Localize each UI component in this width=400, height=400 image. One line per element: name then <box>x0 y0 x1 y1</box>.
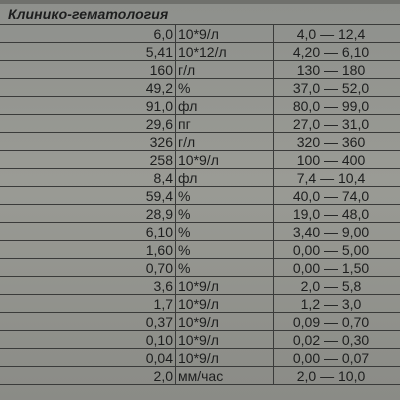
table-row <box>0 313 400 331</box>
reference-range: 4,20 — 6,10 <box>292 44 370 60</box>
reference-range: 0,00 — 0,07 <box>292 350 370 366</box>
result-unit: 10*9/л <box>176 313 274 330</box>
result-value: 0,37 <box>0 313 176 330</box>
result-unit: 10*9/л <box>176 277 274 294</box>
result-unit: 10*12/л <box>176 43 274 60</box>
table-row <box>0 331 400 349</box>
reference-range: 320 — 360 <box>296 134 366 150</box>
result-value: 326 <box>0 133 176 150</box>
table-row <box>0 151 400 169</box>
table-row <box>0 241 400 259</box>
reference-range: 4,0 — 12,4 <box>296 26 366 42</box>
result-value: 28,9 <box>0 205 176 222</box>
reference-range: 0,00 — 1,50 <box>292 260 370 276</box>
reference-range: 2,0 — 5,8 <box>300 278 362 294</box>
result-value: 59,4 <box>0 187 176 204</box>
result-unit: 10*9/л <box>176 295 274 312</box>
reference-range: 27,0 — 31,0 <box>292 116 370 132</box>
result-value: 91,0 <box>0 97 176 114</box>
result-unit: % <box>176 241 274 258</box>
reference-range: 80,0 — 99,0 <box>292 98 370 114</box>
result-value: 2,0 <box>0 367 176 384</box>
table-row <box>0 259 400 277</box>
table-row <box>0 133 400 151</box>
result-value: 6,0 <box>0 25 176 42</box>
reference-range: 3,40 — 9,00 <box>292 224 370 240</box>
result-value: 0,10 <box>0 331 176 348</box>
reference-range: 0,00 — 5,00 <box>292 242 370 258</box>
result-value: 49,2 <box>0 79 176 96</box>
result-value: 0,70 <box>0 259 176 276</box>
table-row <box>0 223 400 241</box>
table-row <box>0 205 400 223</box>
result-unit: 10*9/л <box>176 151 274 168</box>
reference-range: 1,2 — 3,0 <box>300 296 362 312</box>
reference-range: 2,0 — 10,0 <box>296 368 366 384</box>
result-value: 1,7 <box>0 295 176 312</box>
result-value: 29,6 <box>0 115 176 132</box>
reference-range: 130 — 180 <box>296 62 366 78</box>
section-title: Клинико-гематология <box>8 6 169 22</box>
result-unit: % <box>176 187 274 204</box>
reference-range: 0,09 — 0,70 <box>292 314 370 330</box>
result-unit: % <box>176 205 274 222</box>
result-unit: г/л <box>176 133 274 150</box>
reference-range: 40,0 — 74,0 <box>292 188 370 204</box>
table-row <box>0 43 400 61</box>
result-unit: фл <box>176 169 274 186</box>
result-unit: % <box>176 259 274 276</box>
table-row <box>0 97 400 115</box>
result-unit: 10*9/л <box>176 331 274 348</box>
table-row <box>0 367 400 385</box>
results-table <box>0 24 400 385</box>
table-row <box>0 187 400 205</box>
reference-range: 37,0 — 52,0 <box>292 80 370 96</box>
result-unit: % <box>176 223 274 240</box>
table-row <box>0 169 400 187</box>
result-value: 3,6 <box>0 277 176 294</box>
result-unit: г/л <box>176 61 274 78</box>
result-value: 6,10 <box>0 223 176 240</box>
result-unit: пг <box>176 115 274 132</box>
table-row <box>0 115 400 133</box>
result-value: 1,60 <box>0 241 176 258</box>
result-value: 258 <box>0 151 176 168</box>
result-value: 160 <box>0 61 176 78</box>
table-row <box>0 61 400 79</box>
result-value: 8,4 <box>0 169 176 186</box>
result-unit: 10*9/л <box>176 349 274 366</box>
result-unit: мм/час <box>176 367 274 384</box>
result-unit: 10*9/л <box>176 25 274 42</box>
table-row <box>0 79 400 97</box>
table-row <box>0 295 400 313</box>
table-row <box>0 25 400 43</box>
table-row <box>0 277 400 295</box>
reference-range: 100 — 400 <box>296 152 366 168</box>
result-value: 5,41 <box>0 43 176 60</box>
reference-range: 19,0 — 48,0 <box>292 206 370 222</box>
result-unit: фл <box>176 97 274 114</box>
result-unit: % <box>176 79 274 96</box>
reference-range: 0,02 — 0,30 <box>292 332 370 348</box>
result-value: 0,04 <box>0 349 176 366</box>
reference-range: 7,4 — 10,4 <box>296 170 366 186</box>
table-row <box>0 349 400 367</box>
